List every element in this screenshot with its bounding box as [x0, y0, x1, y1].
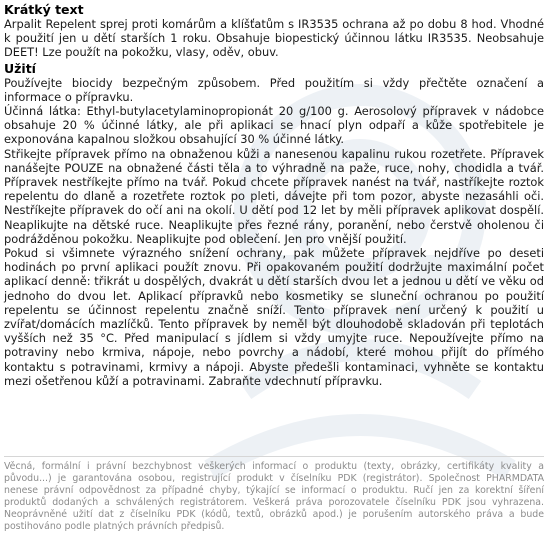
main-content	[4, 2, 544, 388]
usage-paragraph: Střikejte přípravek přímo na obnaženou kůži a nanesenou kapalinu rukou rozetřete. Přípravek nanášejte POUZE na obnažené části těla a to výhradně na paže, ruce, nohy, chodidla a tvář. Přípravek nestříkejte přímo na tvář. Pokud chcete přípravek nanést na tvář, nastříkejte roztok repelentu do dlaně a rozetřete roztok po pleti, dávejte při tom pozor, abyste nezasáhli oči. Nestříkejte přípravek do očí ani na okolí. U dětí pod 12 let by měli přípravek aplikovat dospělí. Neaplikujte na dětské ruce. Neaplikujte přes řezné rány, poranění, nebo čerstvě oholenou či podrážděnou pokožku. Neaplikujte pod oblečení. Jen pro vnější použití.	[4, 146, 544, 246]
usage-paragraph: Účinná látka: Ethyl-butylacetylaminopropionát 20 g/100 g. Aerosolový přípravek v nádobce obsahuje 20 % účinné látky, ale při aplikaci se hnací plyn odpaří a kůže spotřebitele je exponována kapalnou složkou obsahující 30 % účinné látky.	[4, 104, 544, 147]
short-text-paragraph: Arpalit Repelent sprej proti komárům a klíšťatům s IR3535 ochrana až po dobu 8 hod. Vhodné k použití jen u dětí starších 1 roku. Obsahuje biopestický účinnou látku IR3535. Neobsahuje DEET! Lze použít na pokožku, vlasy, oděv, obuv.	[4, 17, 544, 60]
usage-paragraph: Používejte biocidy bezpečným způsobem. Před použitím si vždy přečtěte označení a informace o přípravku.	[4, 75, 544, 104]
usage-heading: Užití	[4, 60, 36, 76]
footer-disclaimer: Věcná, formální i právní bezchybnost veškerých informací o produktu (texty, obrázky, certifikáty kvality a původu...) je garantována osobou, registrující produkt v číselníku PDK (registrátor). Společnost PHARMDATA nenese právní odpovědnost za případné chyby, týkající se informací o produktu. Ručí jen za korektní šíření produktů dodaných a schválených registrátorem. Veškerá práva porozovatele číselníku PDK jsou vyhrazena. Neoprávněné užití dat z číselníku PDK (kódů, textů, obrázků apod.) je porušením autorského práva a bude postihováno podle platných právních předpisů.	[4, 461, 544, 532]
short-text-heading: Krátký text	[4, 2, 84, 17]
usage-paragraph: Pokud si všimnete výrazného snížení ochrany, pak můžete přípravek nejdříve po deseti hodinách po první aplikaci použít znovu. Při opakovaném použití dodržujte maximální počet aplikací denně: třikrát u dospělých, dvakrát u dětí starších dvou let a jednou u dětí ve věku od jednoho do dvou let. Aplikací přípravků nebo kosmetiky se sluneční ochranou po použití repelentu se účinnost repelentu značně sníží. Tento přípravek není určený k použití u zvířat/domácích mazlíčků. Tento přípravek by neměl být dlouhodobě skladován při teplotách vyšších než 35 °C. Před manipulací s jídlem si vždy umyjte ruce. Nepoužívejte přímo na potraviny nebo krmiva, nápoje, nebo povrchy a nádobí, které mohou přijít do přímého kontaktu s potravinami, krmivy a nápoji. Abyste předešli kontaminaci, vyhněte se kontaktu mezi ošetřenou kůží a potravinami. Zabraňte vdechnutí přípravku.	[4, 246, 544, 388]
footer-divider	[4, 456, 544, 457]
